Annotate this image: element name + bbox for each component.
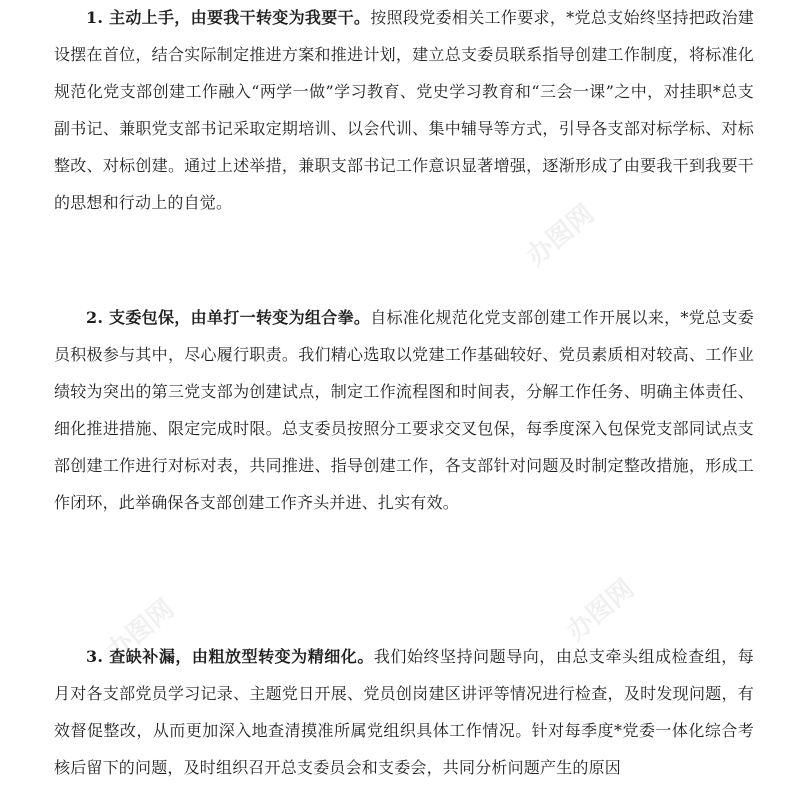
- paragraph-2: [54, 299, 754, 521]
- paragraph-2-text: 自标准化规范化党支部创建工作开展以来，*党总支委员积极参与其中，尽心履行职责。我们精心选取以党建工作基础较好、党员素质相对较高、工作业绩较为突出的第三党支部为创建试点，制定工作流程图和时间表，分解工作任务、明确主体责任、细化推进措施、限定完成时限。总支委员按照分工要求交叉包保，每季度深入包保党支部同试点支部创建工作进行对标对表，共同推进、指导创建工作，各支部针对问题及时制定整改措施，形成工作闭环，此举确保各支部创建工作齐头并进、扎实有效。: [54, 308, 754, 512]
- paragraph-2-heading: 2. 支委包保，由单打一转变为组合拳。: [86, 308, 371, 327]
- watermark: 办图网: [101, 593, 181, 667]
- paragraph-3: [54, 638, 754, 786]
- watermark: 办图网: [561, 573, 641, 647]
- paragraph-1-text: 按照段党委相关工作要求，*党总支始终坚持把政治建设摆在首位，结合实际制定推进方案和推进计划，建立总支委员联系指导创建工作制度，将标准化规范化党支部创建工作融入“两学一做”学习教育、党史学习教育和“三会一课”之中，对挂职*总支副书记、兼职党支部书记采取定期培训、以会代训、集中辅导等方式，引导各支部对标学标、对标整改、对标创建。通过上述举措，兼职支部书记工作意识显著增强，逐渐形成了由要我干到我要干的思想和行动上的自觉。: [54, 8, 754, 212]
- paragraph-1-heading: 1. 主动上手，由要我干转变为我要干。: [86, 8, 371, 27]
- paragraph-3-text: 我们始终坚持问题导向，由总支牵头组成检查组，每月对各支部党员学习记录、主题党日开展、党员创岗建区讲评等情况进行检查，及时发现问题，有效督促整改，从而更加深入地查清摸准所属党组织具体工作情况。针对每季度*党委一体化综合考核后留下的问题，及时组织召开总支委员会和支委会，共同分析问题产生的原因: [54, 647, 755, 777]
- watermark: 办图网: [521, 198, 601, 272]
- paragraph-3-heading: 3. 查缺补漏，由粗放型转变为精细化。: [86, 647, 374, 666]
- paragraph-1: [54, 0, 754, 221]
